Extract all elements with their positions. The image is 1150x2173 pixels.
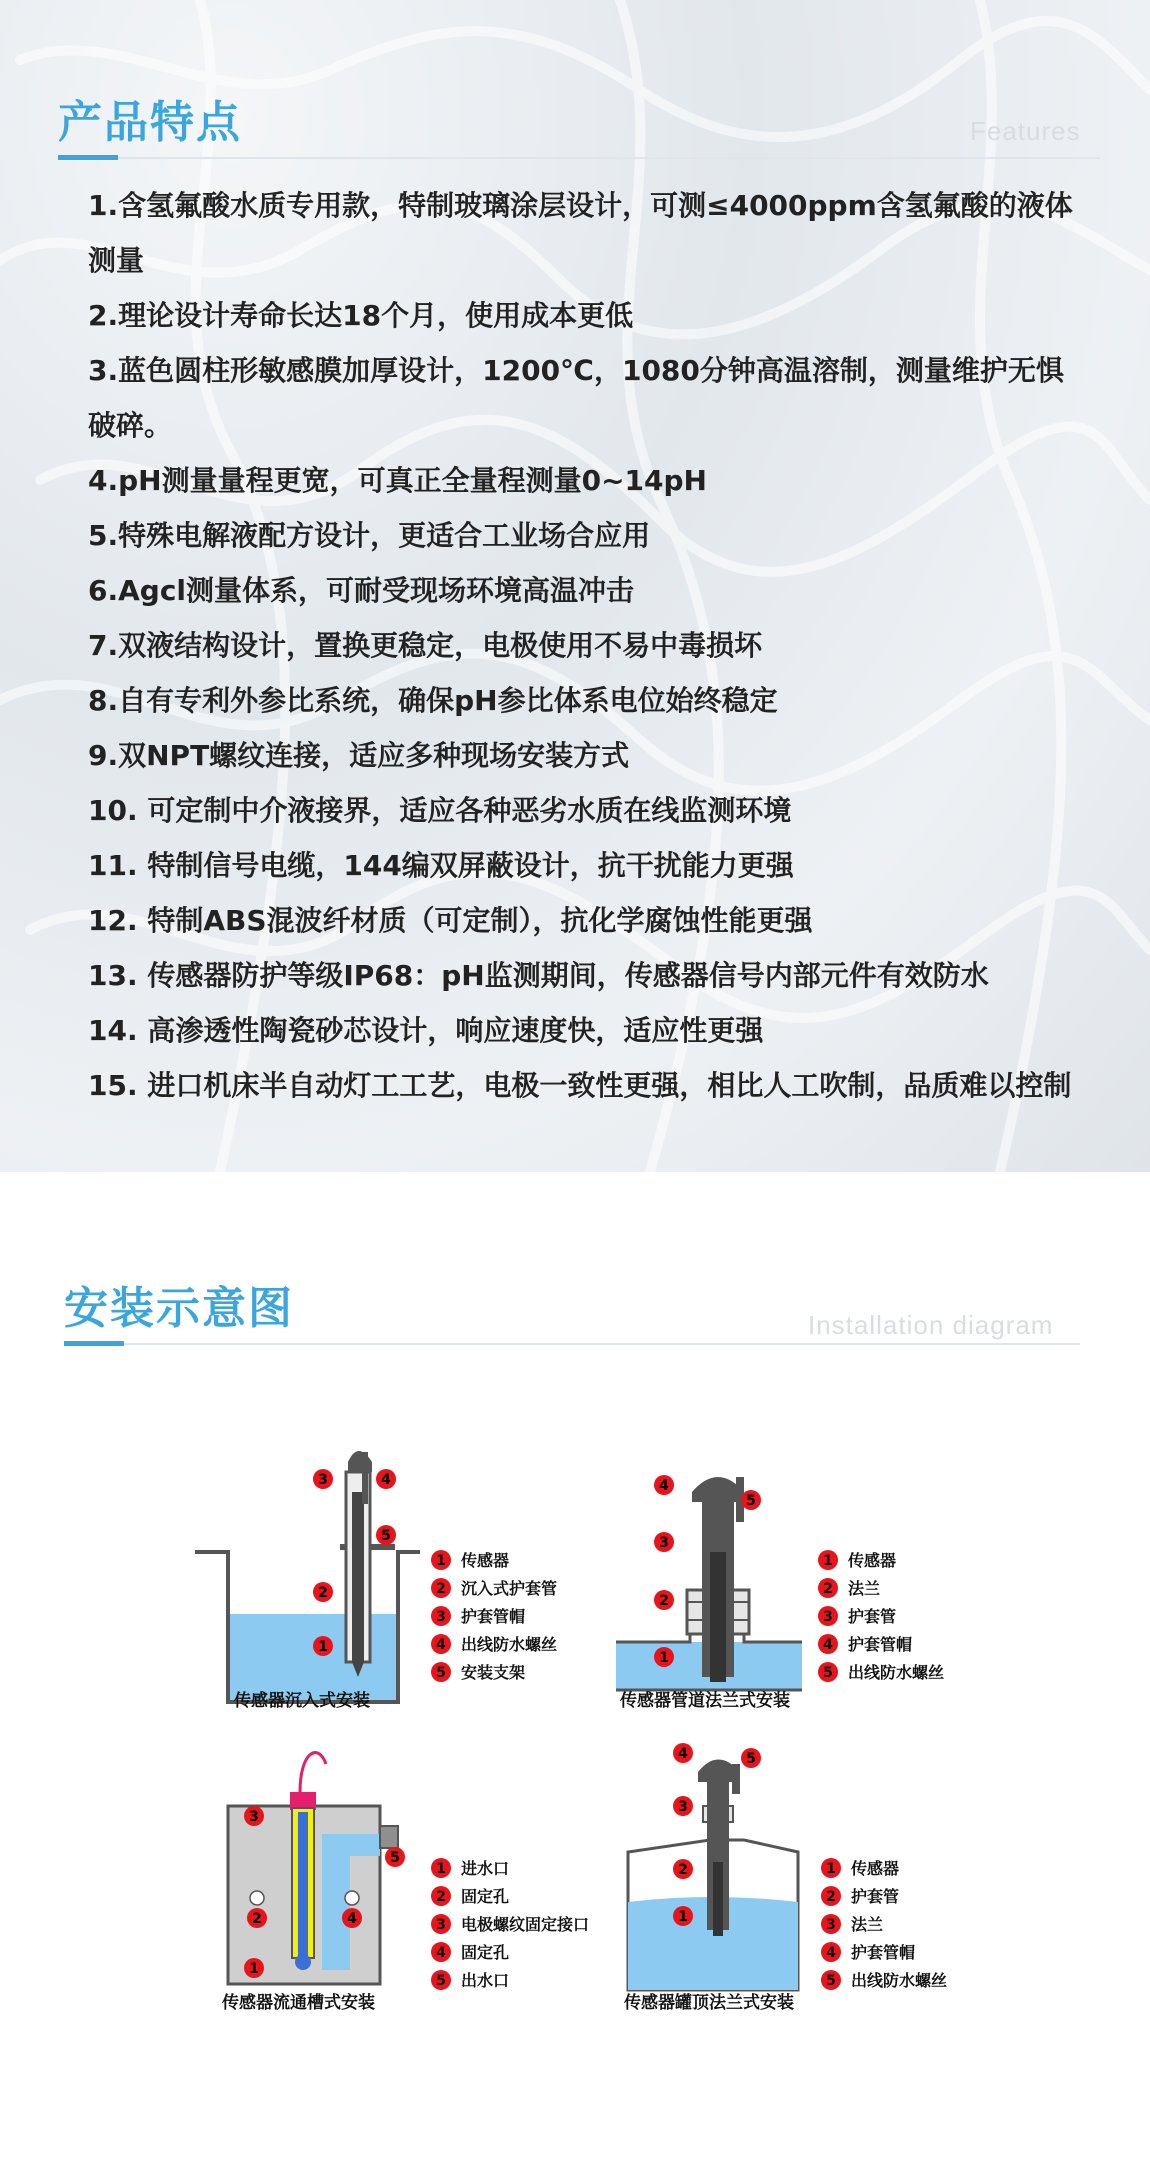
svg-text:5: 5 — [436, 1973, 446, 1989]
svg-text:5: 5 — [823, 1665, 833, 1681]
svg-text:3: 3 — [678, 1799, 688, 1815]
sheath-cap — [348, 1451, 372, 1472]
svg-text:4: 4 — [347, 1911, 357, 1927]
legend-label: 进水口 — [461, 1859, 510, 1878]
diagram-pipe-flange — [616, 1477, 802, 1690]
svg-text:2: 2 — [678, 1862, 688, 1878]
svg-text:5: 5 — [436, 1665, 446, 1681]
svg-text:3: 3 — [249, 1809, 259, 1825]
features-accent-bar — [58, 155, 118, 160]
svg-text:4: 4 — [436, 1945, 446, 1961]
legend-immersion — [431, 1550, 557, 1682]
feature-item: 4.pH测量量程更宽，可真正全量程测量0~14pH — [88, 464, 707, 497]
diagram-caption: 传感器管道法兰式安装 — [620, 1691, 790, 1711]
feature-item: 1.含氢氟酸水质专用款，特制玻璃涂层设计，可测≤4000ppm含氢氟酸的液体测量 — [88, 189, 1073, 277]
svg-text:3: 3 — [436, 1609, 446, 1625]
legend-label: 法兰 — [848, 1579, 881, 1598]
legend-label: 出线防水螺丝 — [461, 1635, 558, 1654]
legend-label: 出水口 — [461, 1971, 510, 1990]
legend-label: 传感器 — [851, 1859, 900, 1878]
feature-item: 6.Agcl测量体系，可耐受现场环境高温冲击 — [88, 574, 635, 607]
feature-item: 12. 特制ABS混波纤材质（可定制），抗化学腐蚀性能更强 — [88, 904, 813, 937]
sensor-cable — [300, 1753, 326, 1792]
feature-item: 7.双液结构设计，置换更稳定，电极使用不易中毒损坏 — [88, 629, 763, 662]
installation-title: 安装示意图 — [64, 1283, 294, 1334]
legend-label: 护套管 — [848, 1607, 897, 1626]
svg-text:5: 5 — [390, 1850, 400, 1866]
features-divider — [58, 157, 1100, 159]
installation-section — [0, 1172, 1150, 2173]
svg-text:1: 1 — [436, 1861, 446, 1877]
feature-item: 13. 传感器防护等级IP68：pH监测期间，传感器信号内部元件有效防水 — [88, 959, 989, 992]
legend-label: 安装支架 — [461, 1663, 526, 1682]
badge-number: 3 — [318, 1472, 328, 1488]
svg-text:2: 2 — [826, 1889, 836, 1905]
svg-text:3: 3 — [823, 1609, 833, 1625]
installation-diagrams — [0, 1172, 1150, 2173]
water-tank — [228, 1614, 398, 1702]
badge-number: 1 — [318, 1639, 328, 1655]
legend-label: 固定孔 — [461, 1943, 510, 1962]
diagram-caption: 传感器流通槽式安装 — [222, 1993, 375, 2013]
diagram-tank-top-flange — [628, 1760, 798, 1991]
svg-text:1: 1 — [823, 1553, 833, 1569]
svg-text:2: 2 — [436, 1581, 446, 1597]
svg-text:1: 1 — [436, 1553, 446, 1569]
feature-item: 14. 高渗透性陶瓷砂芯设计，响应速度快，适应性更强 — [88, 1014, 764, 1047]
svg-text:4: 4 — [436, 1637, 446, 1653]
legend-label: 护套管帽 — [848, 1635, 913, 1654]
diagram-caption: 传感器沉入式安装 — [234, 1691, 370, 1711]
features-subtitle: Features — [970, 116, 1081, 146]
svg-text:5: 5 — [746, 1493, 756, 1509]
features-list — [88, 178, 1078, 1113]
diagram-flow-cell — [228, 1753, 398, 1984]
svg-text:2: 2 — [436, 1889, 446, 1905]
legend-tank-top-flange — [821, 1858, 947, 1990]
svg-text:4: 4 — [826, 1945, 836, 1961]
legend-label: 沉入式护套管 — [461, 1579, 558, 1598]
svg-text:5: 5 — [826, 1973, 836, 1989]
legend-flow-cell — [431, 1858, 589, 1990]
features-title: 产品特点 — [58, 97, 242, 148]
legend-label: 护套管 — [851, 1887, 900, 1906]
legend-label: 法兰 — [851, 1915, 884, 1934]
svg-text:5: 5 — [746, 1751, 756, 1767]
legend-label: 出线防水螺丝 — [848, 1663, 945, 1682]
legend-label: 传感器 — [461, 1551, 510, 1570]
svg-text:1: 1 — [678, 1909, 688, 1925]
svg-text:4: 4 — [678, 1746, 688, 1762]
svg-text:3: 3 — [826, 1917, 836, 1933]
legend-label: 传感器 — [848, 1551, 897, 1570]
feature-item: 2.理论设计寿命长达18个月，使用成本更低 — [88, 299, 634, 332]
installation-subtitle: Installation diagram — [808, 1310, 1054, 1340]
badge-number: 2 — [318, 1585, 328, 1601]
svg-text:4: 4 — [659, 1478, 669, 1494]
svg-text:1: 1 — [249, 1961, 259, 1977]
svg-text:4: 4 — [823, 1637, 833, 1653]
feature-item: 10. 可定制中介液接界，适应各种恶劣水质在线监测环境 — [88, 794, 792, 827]
feature-item: 8.自有专利外参比系统，确保pH参比体系电位始终稳定 — [88, 684, 778, 717]
svg-text:1: 1 — [826, 1861, 836, 1877]
svg-text:2: 2 — [823, 1581, 833, 1597]
svg-text:2: 2 — [252, 1911, 262, 1927]
feature-item: 15. 进口机床半自动灯工工艺，电极一致性更强，相比人工吹制，品质难以控制 — [88, 1069, 1072, 1102]
feature-item: 5.特殊电解液配方设计，更适合工业场合应用 — [88, 519, 651, 552]
badge-number: 4 — [381, 1472, 391, 1488]
svg-text:2: 2 — [659, 1593, 669, 1609]
legend-label: 固定孔 — [461, 1887, 510, 1906]
badge-number: 5 — [381, 1528, 391, 1544]
legend-label: 护套管帽 — [851, 1943, 916, 1962]
legend-pipe-flange — [818, 1550, 944, 1682]
svg-text:3: 3 — [659, 1535, 669, 1551]
diagram-caption: 传感器罐顶法兰式安装 — [624, 1993, 794, 2013]
legend-label: 出线防水螺丝 — [851, 1971, 948, 1990]
feature-item: 11. 特制信号电缆，144编双屏蔽设计，抗干扰能力更强 — [88, 849, 794, 882]
legend-label: 护套管帽 — [461, 1607, 526, 1626]
feature-item: 9.双NPT螺纹连接，适应多种现场安装方式 — [88, 739, 630, 772]
legend-label: 电极螺纹固定接口 — [461, 1915, 590, 1934]
svg-text:1: 1 — [659, 1650, 669, 1666]
feature-item: 3.蓝色圆柱形敏感膜加厚设计，1200℃，1080分钟高温溶制，测量维护无惧破碎。 — [88, 354, 1064, 442]
svg-text:3: 3 — [436, 1917, 446, 1933]
